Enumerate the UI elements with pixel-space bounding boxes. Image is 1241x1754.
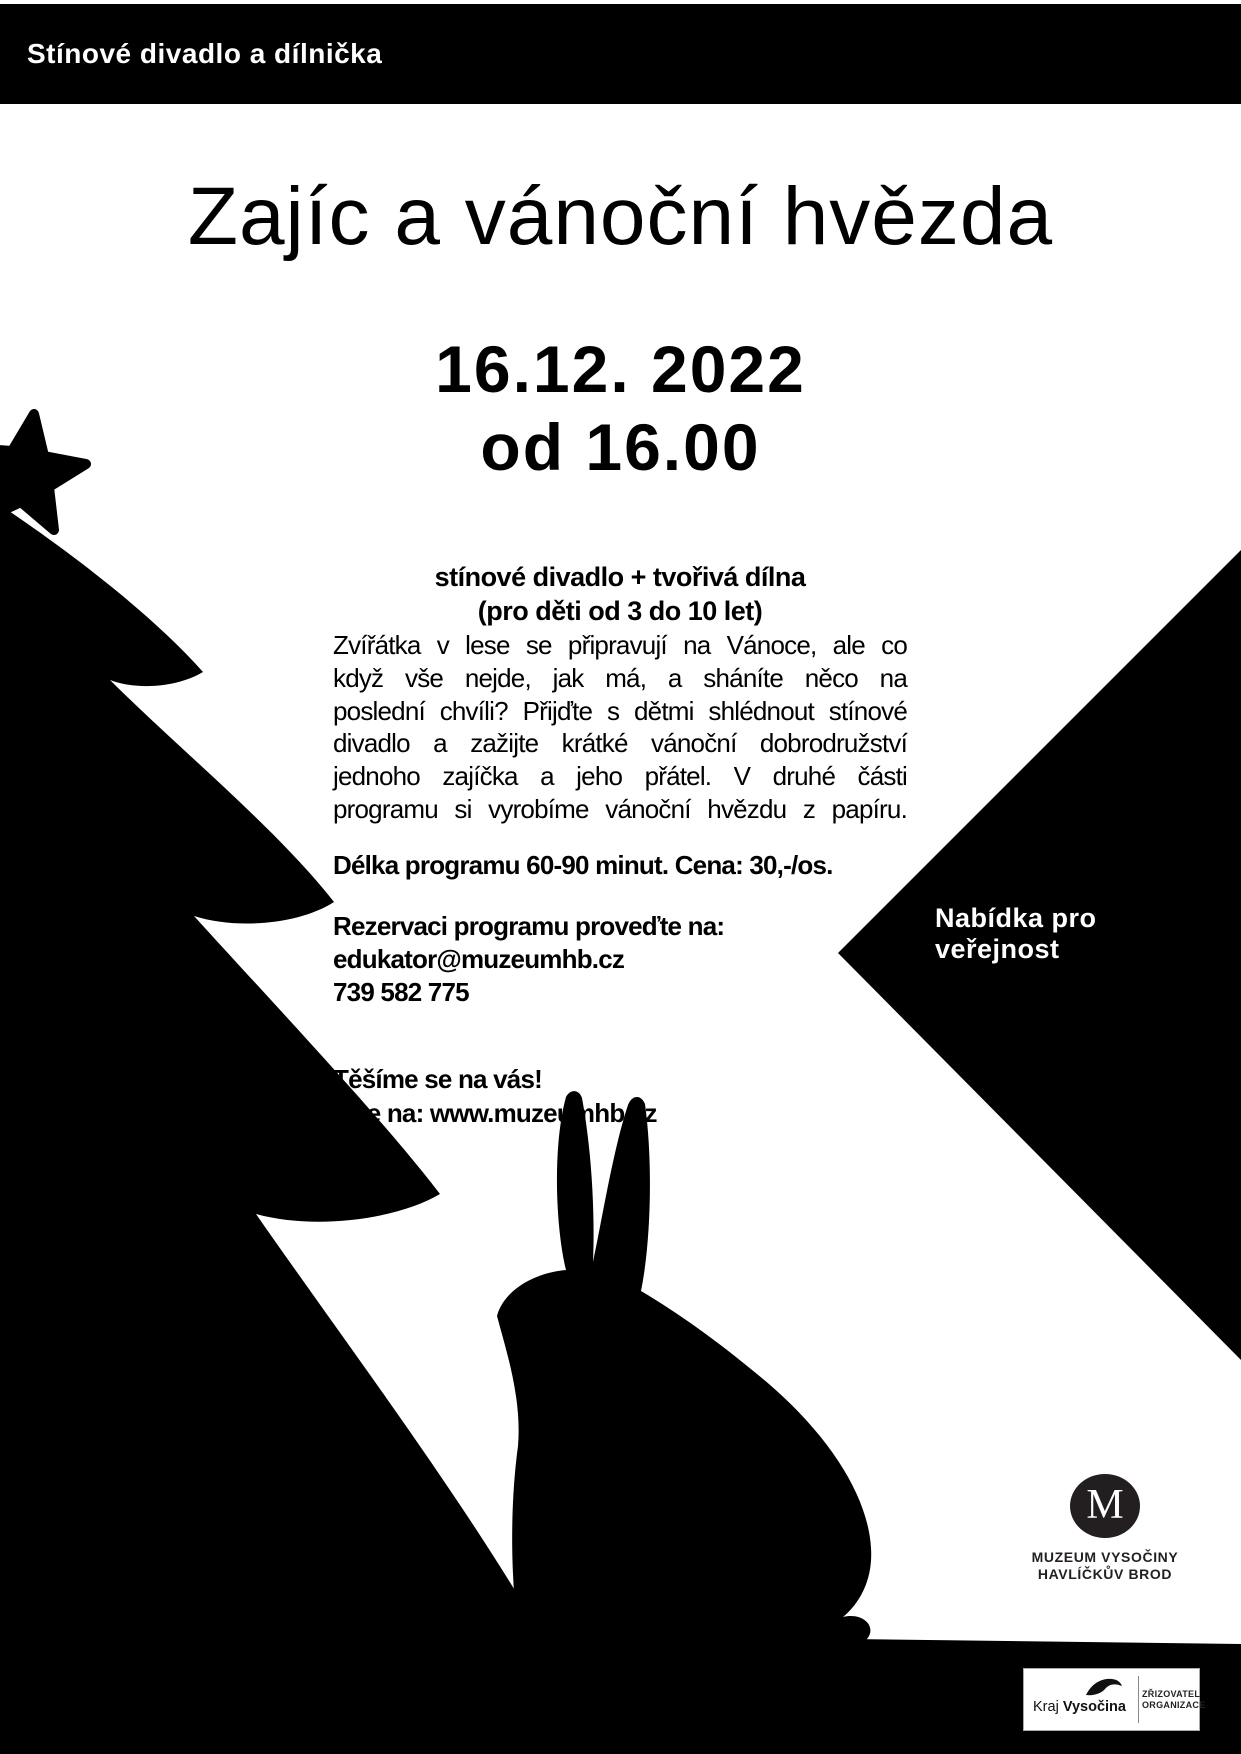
reservation-heading: Rezervaci programu proveďte na: — [333, 911, 725, 941]
region-founder-note — [1142, 1669, 1206, 1730]
reservation-block — [333, 910, 933, 1009]
event-time: od 16.00 — [480, 410, 761, 484]
audience-badge — [935, 903, 1215, 965]
badge-line2: veřejnost — [935, 934, 1060, 964]
museum-name-line2: HAVLÍČKŮV BROD — [1037, 1566, 1173, 1582]
founder-note-line2: ORGANIZACE — [1142, 1699, 1206, 1710]
event-date: 16.12. 2022 — [435, 332, 806, 406]
region-logo-box — [1023, 1668, 1206, 1731]
museum-name — [1005, 1549, 1205, 1583]
description-line: jednoho zajíčka a jeho přátel. V druhé části — [333, 761, 907, 792]
reservation-email: edukator@muzeumhb.cz — [333, 944, 625, 974]
rabbit-silhouette — [497, 1091, 871, 1640]
museum-monogram: M — [1086, 1482, 1124, 1528]
description-line: poslední chvíli? Přijďte s dětmi shlédnout stínové — [333, 695, 907, 726]
region-name-vysocina: Vysočina — [1062, 1699, 1126, 1715]
region-logo — [1024, 1669, 1138, 1730]
founder-note-line1: ZŘIZOVATEL — [1142, 1688, 1201, 1699]
duration-price: Délka programu 60-90 minut. Cena: 30,-/os. — [333, 850, 833, 880]
subtitle-line1: stínové divadlo + tvořivá dílna — [434, 562, 806, 592]
description-line: programu si vyrobíme vánoční hvězdu z papíru. — [333, 793, 907, 824]
badge-line1: Nabídka pro — [935, 903, 1097, 933]
closing-block — [333, 1062, 933, 1130]
closing-line2: více na: www.muzeumhb.cz — [333, 1098, 657, 1128]
region-box-divider — [1138, 1676, 1139, 1723]
museum-name-line1: MUZEUM VYSOČINY — [1031, 1549, 1179, 1565]
event-subtitle — [333, 560, 907, 628]
page-title: Zajíc a vánoční hvězda — [187, 171, 1054, 262]
closing-line1: Těšíme se na vás! — [333, 1064, 542, 1094]
museum-logo — [1070, 1474, 1140, 1538]
description-line: divadlo a zažijte krátké vánoční dobrodružství — [333, 728, 907, 759]
description-line: když vše nejde, jak má, a sháníte něco na — [333, 662, 907, 693]
event-description — [333, 629, 907, 826]
reservation-phone: 739 582 775 — [333, 977, 469, 1007]
region-name — [1033, 1699, 1126, 1715]
subtitle-line2: (pro děti od 3 do 10 let) — [477, 596, 763, 626]
region-name-kraj: Kraj — [1033, 1699, 1059, 1715]
event-datetime — [0, 330, 1241, 486]
header-label: Stínové divadlo a dílnička — [27, 38, 383, 69]
bird-icon — [1084, 1675, 1124, 1699]
description-line: Zvířátka v lese se připravují na Vánoce, ale co — [333, 630, 907, 660]
header-bar — [0, 4, 1241, 104]
